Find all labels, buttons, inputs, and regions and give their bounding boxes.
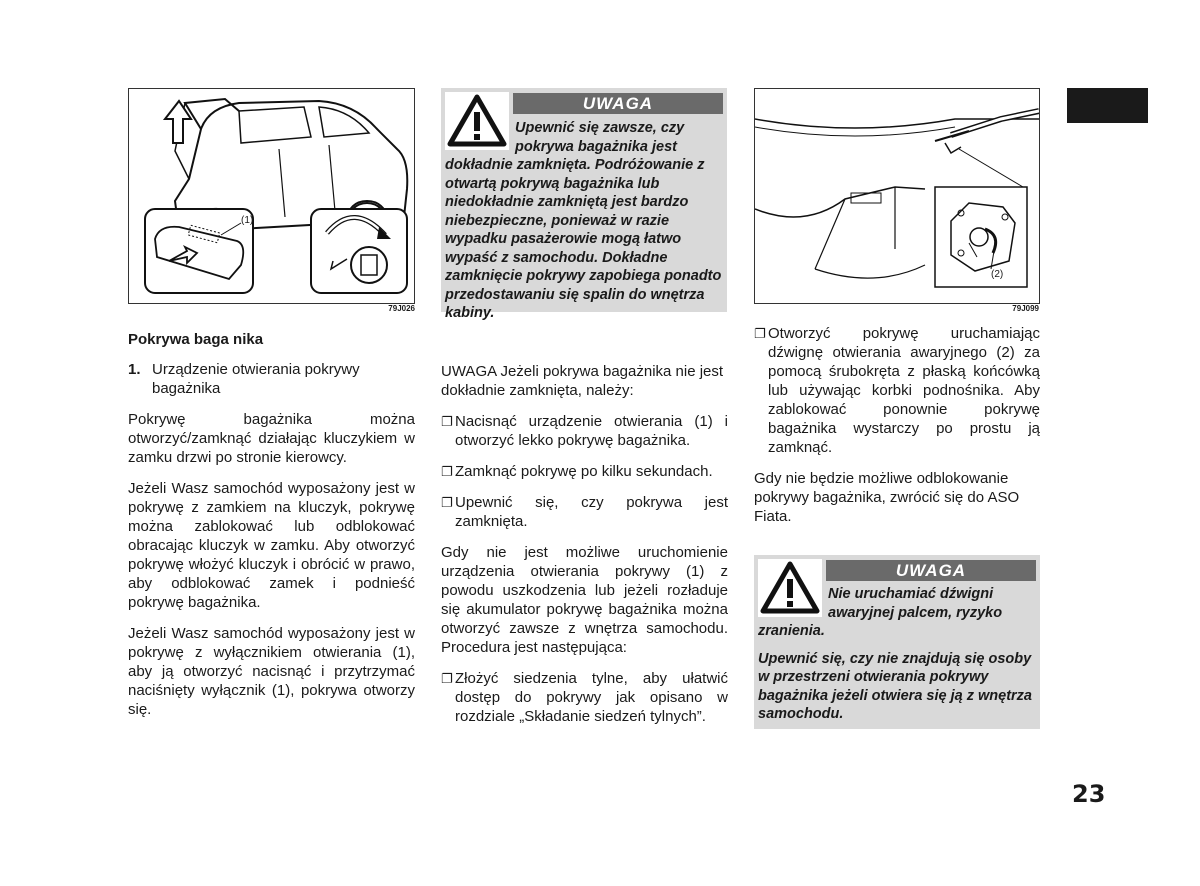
paragraph: Gdy nie będzie możliwe odblokowanie pokrywy bagażnika, zwrócić się do ASO Fiata. — [754, 470, 1020, 525]
warning-title: UWAGA — [826, 560, 1036, 581]
warning-text: Nie uruchamiać dźwigni awaryjnej palcem, ryzyko zranienia. Upewnić się, czy nie znajdują się osoby w przestrzeni otwierania pokrywy bagażnika jeżeli otwiera się ją z wnętrza samochodu. — [758, 586, 1032, 722]
callout-1: (1) — [241, 215, 254, 226]
checkbox-bullet-icon: ❐ — [754, 326, 766, 341]
item-text: Urządzenie otwierania pokrywy bagażnika — [152, 361, 360, 397]
list-item: ❐ Zamknąć pokrywę po kilku sekundach. — [441, 463, 713, 480]
numbered-item — [128, 360, 415, 398]
paragraph: Jeżeli Wasz samochód wyposażony jest w pokrywę z zamkiem na kluczyk, pokrywę można zablokować lub odblokować obracając kluczyk w zamku. Aby otworzyć pokrywę włożyć kluczyk i obrócić w prawo, aby odblokować zamek i podnieść pokrywę bagażnika. — [128, 480, 415, 611]
page-number: 23 — [1072, 780, 1106, 808]
list-item: ❐ Nacisnąć urządzenie otwierania (1) i otworzyć lekko pokrywę bagażnika. — [441, 413, 728, 449]
list-item: ❐ Złożyć siedzenia tylne, aby ułatwić dostęp do pokrywy jak opisano w rozdziale „Składanie siedzeń tylnych”. — [441, 670, 728, 725]
figure-code: 79J099 — [1012, 304, 1039, 313]
section-tab — [1067, 88, 1148, 123]
checkbox-bullet-icon: ❐ — [441, 464, 453, 479]
warning-text: Upewnić się zawsze, czy pokrywa bagażnika jest dokładnie zamknięta. Podróżowanie z otwartą pokrywą bagażnika lub niedokładnie zamkniętą jest bardzo niebezpieczne, ponieważ w razie wypadku pasażerowie mogą łatwo wypaść z samochodu. Dokładne zamknięcie pokrywy zapobiega ponadto przedostawaniu się spalin do wnętrza kabiny. — [445, 120, 722, 321]
warning-box — [754, 555, 1040, 729]
callout-2: (2) — [991, 269, 1004, 280]
warning-title: UWAGA — [513, 93, 723, 114]
list-item: ❐ Upewnić się, czy pokrywa jest zamknięta. — [441, 494, 728, 530]
warning-box — [441, 88, 727, 321]
figure-car-tailgate — [128, 88, 415, 304]
car-illustration — [129, 89, 414, 303]
checkbox-bullet-icon: ❐ — [441, 414, 453, 429]
left-column — [128, 330, 415, 731]
paragraph: Gdy nie jest możliwe uruchomienie urządzenia otwierania pokrywy (1) z powodu uszkodzenia lub jeżeli rozładuje się akumulator pokrywę bagażnika można otworzyć zawsze z wnętrza samochodu. Procedura jest następująca: — [441, 544, 728, 656]
paragraph: Pokrywę bagażnika można otworzyć/zamknąć działając kluczykiem w zamku drzwi po stronie kierowcy. — [128, 411, 415, 466]
list-item: ❐ Otworzyć pokrywę uruchamiając dźwignę otwierania awaryjnego (2) za pomocą śrubokręta z płaską końcówką lub używając korbki podnośnika. Aby zablokować ponownie pokrywę bagażnika wystarczy po prostu ją zamknąć. — [754, 325, 1040, 456]
figure-code: 79J026 — [388, 304, 415, 313]
item-number: 1. — [128, 361, 141, 378]
section-heading: Pokrywa baga nika — [128, 331, 264, 348]
checkbox-bullet-icon: ❐ — [441, 495, 453, 510]
checkbox-bullet-icon: ❐ — [441, 671, 453, 686]
paragraph: UWAGA Jeżeli pokrywa bagażnika nie jest dokładnie zamknięta, należy: — [441, 363, 724, 399]
paragraph: Jeżeli Wasz samochód wyposażony jest w pokrywę z wyłącznikiem otwierania (1), aby ją otworzyć nacisnąć i przytrzymać naciśnięty wyłącznik (1), pokrywa otworzy się. — [128, 625, 415, 718]
middle-column — [441, 362, 728, 738]
figure-emergency-latch — [754, 88, 1040, 304]
right-column — [754, 324, 1040, 538]
